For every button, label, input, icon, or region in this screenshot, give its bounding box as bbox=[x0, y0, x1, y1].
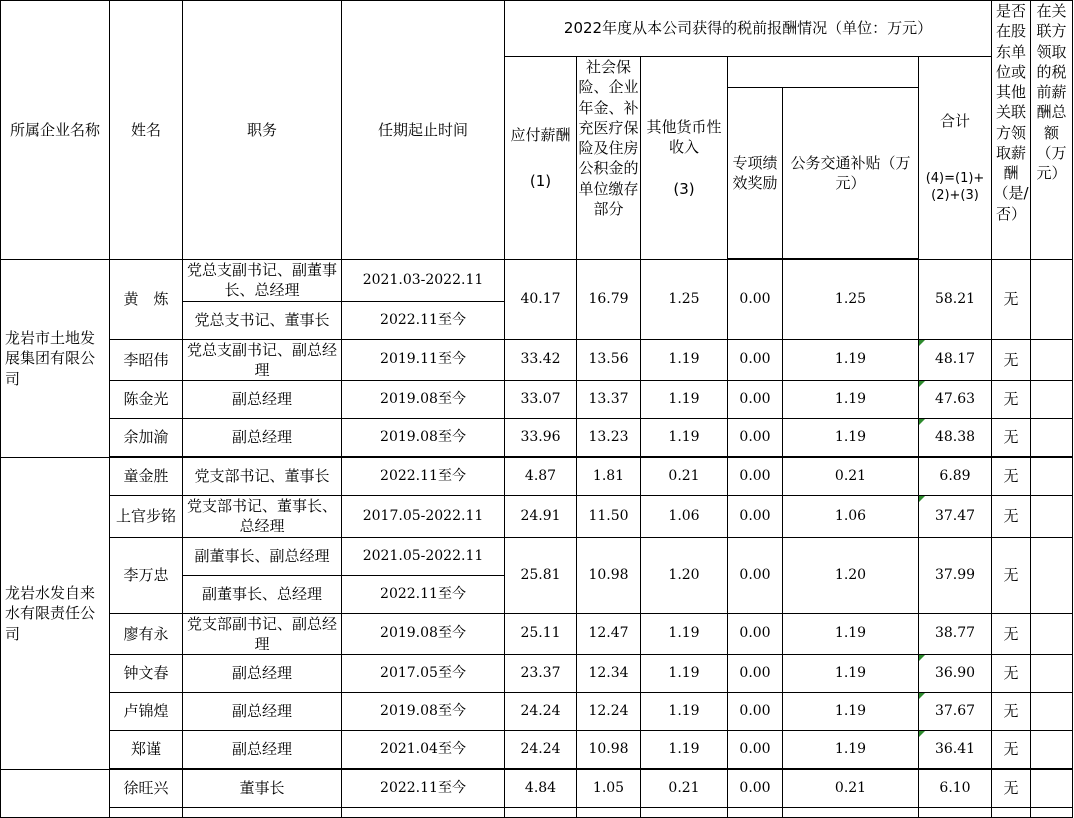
row9-other[interactable]: 1.19 bbox=[641, 655, 728, 693]
row4-related[interactable] bbox=[1031, 419, 1073, 457]
row7-transport[interactable]: 1.20 bbox=[783, 537, 919, 613]
row5-bonus[interactable]: 0.00 bbox=[728, 458, 783, 496]
row1-transport[interactable]: 1.25 bbox=[783, 260, 919, 340]
row9-term[interactable]: 2017.05至今 bbox=[342, 655, 505, 693]
row4-position[interactable]: 副总经理 bbox=[183, 419, 342, 457]
row12-total[interactable]: 6.10 bbox=[919, 770, 992, 808]
row1-position-1[interactable]: 党总支副书记、副董事长、总经理 bbox=[183, 260, 342, 302]
row4-salary[interactable]: 33.96 bbox=[505, 419, 577, 457]
row12-social[interactable]: 1.05 bbox=[577, 770, 641, 808]
row5-shareholder[interactable]: 无 bbox=[992, 458, 1031, 496]
header-shareholder: 是否在股东单位或其他关联方领取薪酬（是/否） bbox=[993, 2, 1029, 223]
row8-position[interactable]: 党支部副书记、副总经理 bbox=[183, 613, 342, 655]
row2-name[interactable]: 李昭伟 bbox=[110, 339, 183, 381]
row3-bonus[interactable]: 0.00 bbox=[728, 381, 783, 419]
row3-other[interactable]: 1.19 bbox=[641, 381, 728, 419]
row3-social[interactable]: 13.37 bbox=[577, 381, 641, 419]
row12-transport[interactable]: 0.21 bbox=[783, 770, 919, 808]
header-term[interactable]: 任期起止时间 bbox=[342, 1, 505, 260]
header-company[interactable]: 所属企业名称 bbox=[1, 1, 110, 260]
row11-social[interactable]: 10.98 bbox=[577, 731, 641, 769]
row6-salary[interactable]: 24.91 bbox=[505, 496, 577, 538]
row1-shareholder[interactable]: 无 bbox=[992, 260, 1031, 340]
row11-other[interactable]: 1.19 bbox=[641, 731, 728, 769]
row5-total[interactable]: 6.89 bbox=[919, 458, 992, 496]
row5-related[interactable] bbox=[1031, 458, 1073, 496]
row5-transport[interactable]: 0.21 bbox=[783, 458, 919, 496]
row10-bonus[interactable]: 0.00 bbox=[728, 693, 783, 731]
row10-salary[interactable]: 24.24 bbox=[505, 693, 577, 731]
row6-transport[interactable]: 1.06 bbox=[783, 496, 919, 538]
row3-name[interactable]: 陈金光 bbox=[110, 381, 183, 419]
row2-term[interactable]: 2019.11至今 bbox=[342, 339, 505, 381]
header-total-cell[interactable] bbox=[919, 57, 992, 260]
header-name[interactable]: 姓名 bbox=[110, 1, 183, 260]
header-related-cell[interactable] bbox=[1031, 1, 1073, 260]
row8-bonus[interactable]: 0.00 bbox=[728, 613, 783, 655]
row4-social[interactable]: 13.23 bbox=[577, 419, 641, 457]
row7-term-1[interactable]: 2021.05-2022.11 bbox=[342, 537, 505, 575]
row7-term-2[interactable]: 2022.11至今 bbox=[342, 575, 505, 613]
row9-social[interactable]: 12.34 bbox=[577, 655, 641, 693]
header-social: 社会保险、企业年金、补充医疗保险及住房公积金的单位缴存部分 bbox=[578, 58, 639, 218]
row10-position[interactable]: 副总经理 bbox=[183, 693, 342, 731]
row1-total[interactable]: 58.21 bbox=[919, 260, 992, 340]
row7-other[interactable]: 1.20 bbox=[641, 537, 728, 613]
row1-position-2[interactable]: 党总支书记、董事长 bbox=[183, 301, 342, 339]
row12-other[interactable]: 0.21 bbox=[641, 770, 728, 808]
row5-other[interactable]: 0.21 bbox=[641, 458, 728, 496]
row10-shareholder[interactable]: 无 bbox=[992, 693, 1031, 731]
row2-shareholder[interactable]: 无 bbox=[992, 339, 1031, 381]
row3-shareholder[interactable]: 无 bbox=[992, 381, 1031, 419]
row3-salary[interactable]: 33.07 bbox=[505, 381, 577, 419]
row8-name[interactable]: 廖有永 bbox=[110, 613, 183, 655]
row12-shareholder[interactable]: 无 bbox=[992, 770, 1031, 808]
row12-position[interactable]: 董事长 bbox=[183, 770, 342, 808]
header-salary-num: (1) bbox=[529, 172, 552, 190]
row11-shareholder[interactable]: 无 bbox=[992, 731, 1031, 769]
row6-other[interactable]: 1.06 bbox=[641, 496, 728, 538]
row10-term[interactable]: 2019.08至今 bbox=[342, 693, 505, 731]
header-blank-cell[interactable] bbox=[728, 57, 919, 88]
header-salary-cell[interactable] bbox=[505, 57, 577, 260]
row2-social[interactable]: 13.56 bbox=[577, 339, 641, 381]
row11-name[interactable]: 郑谨 bbox=[110, 731, 183, 769]
row10-name[interactable]: 卢锦煌 bbox=[110, 693, 183, 731]
row2-salary[interactable]: 33.42 bbox=[505, 339, 577, 381]
header-position[interactable]: 职务 bbox=[183, 1, 342, 260]
row8-salary[interactable]: 25.11 bbox=[505, 613, 577, 655]
row4-shareholder[interactable]: 无 bbox=[992, 419, 1031, 457]
row9-total[interactable]: 36.90 bbox=[919, 655, 992, 693]
row10-other[interactable]: 1.19 bbox=[641, 693, 728, 731]
row3-position[interactable]: 副总经理 bbox=[183, 381, 342, 419]
row2-transport[interactable]: 1.19 bbox=[783, 339, 919, 381]
row11-transport[interactable]: 1.19 bbox=[783, 731, 919, 769]
header-group-title[interactable]: 2022年度从本公司获得的税前报酬情况（单位：万元） bbox=[505, 1, 992, 57]
row1-salary[interactable]: 40.17 bbox=[505, 260, 577, 340]
header-total: 合计 bbox=[939, 112, 970, 131]
row4-term[interactable]: 2019.08至今 bbox=[342, 419, 505, 457]
header-social-cell[interactable] bbox=[577, 57, 641, 260]
row11-position[interactable]: 副总经理 bbox=[183, 731, 342, 769]
row2-other[interactable]: 1.19 bbox=[641, 339, 728, 381]
row8-other[interactable]: 1.19 bbox=[641, 613, 728, 655]
row3-transport[interactable]: 1.19 bbox=[783, 381, 919, 419]
header-shareholder-cell[interactable] bbox=[992, 1, 1031, 260]
row4-transport[interactable]: 1.19 bbox=[783, 419, 919, 457]
row8-total[interactable]: 38.77 bbox=[919, 613, 992, 655]
row9-related[interactable] bbox=[1031, 655, 1073, 693]
row4-bonus[interactable]: 0.00 bbox=[728, 419, 783, 457]
row12-bonus[interactable]: 0.00 bbox=[728, 770, 783, 808]
row12-term[interactable]: 2022.11至今 bbox=[342, 770, 505, 808]
row1-name[interactable]: 黄 炼 bbox=[110, 260, 183, 340]
header-salary: 应付薪酬 bbox=[510, 125, 571, 144]
row3-related[interactable] bbox=[1031, 381, 1073, 419]
header-total-formula: (4)=(1)+(2)+(3) bbox=[925, 170, 985, 204]
row10-social[interactable]: 12.24 bbox=[577, 693, 641, 731]
row11-total[interactable]: 36.41 bbox=[919, 731, 992, 769]
row4-total[interactable]: 48.38 bbox=[919, 419, 992, 457]
row1-bonus[interactable]: 0.00 bbox=[728, 260, 783, 340]
row11-related[interactable] bbox=[1031, 731, 1073, 769]
row9-bonus[interactable]: 0.00 bbox=[728, 655, 783, 693]
row12-related[interactable] bbox=[1031, 770, 1073, 808]
row6-total[interactable]: 37.47 bbox=[919, 496, 992, 538]
row7-position-1[interactable]: 副董事长、副总经理 bbox=[183, 537, 342, 575]
row5-position[interactable]: 党支部书记、董事长 bbox=[183, 458, 342, 496]
row12-name[interactable]: 徐旺兴 bbox=[110, 770, 183, 808]
header-other-num: (3) bbox=[673, 180, 695, 199]
row9-transport[interactable]: 1.19 bbox=[783, 655, 919, 693]
row10-total[interactable]: 37.67 bbox=[919, 693, 992, 731]
row3-total[interactable]: 47.63 bbox=[919, 381, 992, 419]
row3-term[interactable]: 2019.08至今 bbox=[342, 381, 505, 419]
header-other: 其他货币性收入 bbox=[646, 117, 722, 156]
company-1[interactable]: 龙岩市土地发展集团有限公司 bbox=[1, 260, 110, 458]
row8-social[interactable]: 12.47 bbox=[577, 613, 641, 655]
row9-position[interactable]: 副总经理 bbox=[183, 655, 342, 693]
row5-salary[interactable]: 4.87 bbox=[505, 458, 577, 496]
row1-term-1[interactable]: 2021.03-2022.11 bbox=[342, 260, 505, 302]
row10-related[interactable] bbox=[1031, 693, 1073, 731]
row1-related[interactable] bbox=[1031, 260, 1073, 340]
row11-salary[interactable]: 24.24 bbox=[505, 731, 577, 769]
row11-bonus[interactable]: 0.00 bbox=[728, 731, 783, 769]
row8-related[interactable] bbox=[1031, 613, 1073, 655]
row7-position-2[interactable]: 副董事长、总经理 bbox=[183, 575, 342, 613]
row7-shareholder[interactable]: 无 bbox=[992, 537, 1031, 613]
row1-social[interactable]: 16.79 bbox=[577, 260, 641, 340]
row7-salary[interactable]: 25.81 bbox=[505, 537, 577, 613]
row12-salary[interactable]: 4.84 bbox=[505, 770, 577, 808]
row6-term[interactable]: 2017.05-2022.11 bbox=[342, 496, 505, 538]
row9-name[interactable]: 钟文春 bbox=[110, 655, 183, 693]
row6-name[interactable]: 上官步铭 bbox=[110, 496, 183, 538]
row2-position[interactable]: 党总支副书记、副总经理 bbox=[183, 339, 342, 381]
row2-total[interactable]: 48.17 bbox=[919, 339, 992, 381]
row8-shareholder[interactable]: 无 bbox=[992, 613, 1031, 655]
row2-bonus[interactable]: 0.00 bbox=[728, 339, 783, 381]
header-other-cell[interactable] bbox=[641, 57, 728, 260]
row1-other[interactable]: 1.25 bbox=[641, 260, 728, 340]
row9-salary[interactable]: 23.37 bbox=[505, 655, 577, 693]
row7-total[interactable]: 37.99 bbox=[919, 537, 992, 613]
row9-shareholder[interactable]: 无 bbox=[992, 655, 1031, 693]
row7-related[interactable] bbox=[1031, 537, 1073, 613]
row6-position[interactable]: 党支部书记、董事长、总经理 bbox=[183, 496, 342, 538]
row6-shareholder[interactable]: 无 bbox=[992, 496, 1031, 538]
row1-term-2[interactable]: 2022.11至今 bbox=[342, 301, 505, 339]
row5-term[interactable]: 2022.11至今 bbox=[342, 458, 505, 496]
row10-transport[interactable]: 1.19 bbox=[783, 693, 919, 731]
row6-social[interactable]: 11.50 bbox=[577, 496, 641, 538]
row11-term[interactable]: 2021.04至今 bbox=[342, 731, 505, 769]
header-related: 在关联方领取的税前薪酬总额（万元） bbox=[1036, 2, 1067, 182]
row5-name[interactable]: 童金胜 bbox=[110, 458, 183, 496]
row5-social[interactable]: 1.81 bbox=[577, 458, 641, 496]
row7-social[interactable]: 10.98 bbox=[577, 537, 641, 613]
row8-transport[interactable]: 1.19 bbox=[783, 613, 919, 655]
row8-term[interactable]: 2019.08至今 bbox=[342, 613, 505, 655]
row4-other[interactable]: 1.19 bbox=[641, 419, 728, 457]
row6-bonus[interactable]: 0.00 bbox=[728, 496, 783, 538]
header-bonus[interactable]: 专项绩效奖励 bbox=[728, 88, 783, 259]
row7-name[interactable]: 李万忠 bbox=[110, 537, 183, 613]
row2-related[interactable] bbox=[1031, 339, 1073, 381]
row4-name[interactable]: 余加渝 bbox=[110, 419, 183, 457]
company-2[interactable]: 龙岩水发自来水有限责任公司 bbox=[1, 458, 110, 770]
row6-related[interactable] bbox=[1031, 496, 1073, 538]
row7-bonus[interactable]: 0.00 bbox=[728, 537, 783, 613]
header-transport[interactable]: 公务交通补贴（万元） bbox=[783, 88, 919, 259]
